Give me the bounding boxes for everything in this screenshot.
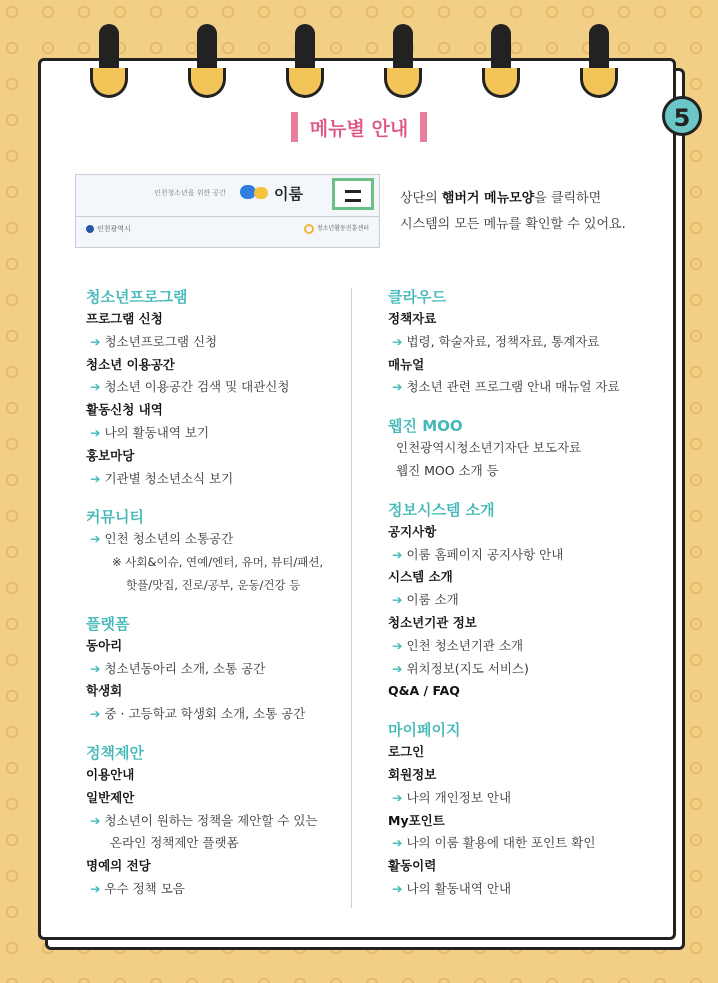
menu-item[interactable]: Q&A / FAQ	[388, 683, 460, 699]
section-webzine	[388, 415, 658, 483]
menu-item[interactable]: 공지사항	[388, 523, 437, 539]
menu-item[interactable]: 시스템 소개	[388, 569, 453, 585]
menu-desc: ➔ 이룸 홈페이지 공지사항 안내	[392, 546, 564, 562]
menu-item[interactable]: 학생회	[86, 683, 123, 699]
arrow-right-icon: ➔	[90, 706, 101, 722]
binder-ring	[188, 24, 226, 100]
city-logo	[86, 224, 131, 234]
menu-item[interactable]: 활동이력	[388, 858, 437, 874]
menu-item[interactable]: 홍보마당	[86, 447, 135, 463]
arrow-right-icon: ➔	[90, 470, 101, 486]
logo-bubble-icon	[254, 187, 268, 199]
menu-item[interactable]: 활동신청 내역	[86, 402, 163, 418]
right-column	[388, 286, 658, 917]
menu-item[interactable]: 명예의 전당	[86, 858, 151, 874]
page-title-wrap	[0, 112, 718, 142]
section-info-system	[388, 499, 658, 703]
menu-desc: ➔ 나의 이룸 활용에 대한 포인트 확인	[392, 835, 596, 851]
menu-desc: 온라인 정책제안 플랫폼	[110, 835, 239, 851]
arrow-right-icon: ➔	[90, 424, 101, 440]
menu-desc: 웹진 MOO 소개 등	[396, 462, 499, 478]
screenshot-divider	[76, 216, 379, 217]
menu-desc: ➔ 법령, 학술자료, 정책자료, 통계자료	[392, 333, 600, 349]
menu-desc: ➔ 나의 활동내역 안내	[392, 880, 512, 896]
section-platform	[86, 613, 348, 726]
arrow-right-icon: ➔	[392, 660, 403, 676]
menu-desc: ➔ 청소년동아리 소개, 소통 공간	[90, 660, 266, 676]
menu-item[interactable]: 일반제안	[86, 789, 135, 805]
menu-desc: ➔ 위치정보(지도 서비스)	[392, 660, 529, 676]
column-divider	[351, 288, 352, 908]
city-emblem-icon	[86, 225, 94, 233]
menu-item[interactable]: 동아리	[86, 637, 123, 653]
instruction-line2: 시스템의 모든 메뉴를 확인할 수 있어요.	[400, 217, 626, 232]
title-bar-left	[291, 112, 298, 142]
arrow-right-icon: ➔	[392, 546, 403, 562]
arrow-right-icon: ➔	[392, 592, 403, 608]
menu-desc: ➔ 인천 청소년기관 소개	[392, 637, 524, 653]
arrow-right-icon: ➔	[392, 880, 403, 896]
arrow-right-icon: ➔	[392, 789, 403, 805]
menu-item[interactable]: 매뉴얼	[388, 356, 425, 372]
arrow-right-icon: ➔	[392, 637, 403, 653]
menu-item[interactable]: 이용안내	[86, 766, 135, 782]
instruction-pre: 상단의	[400, 191, 442, 206]
section-title[interactable]: 클라우드	[388, 288, 446, 306]
section-title[interactable]: 커뮤니티	[86, 508, 144, 527]
menu-item[interactable]: 정책자료	[388, 311, 437, 326]
menu-desc: ➔ 기관별 청소년소식 보기	[90, 470, 234, 486]
menu-item[interactable]: 프로그램 신청	[86, 311, 163, 326]
page-number-badge: 5	[662, 96, 702, 136]
menu-desc: ➔ 나의 개인정보 안내	[392, 789, 512, 805]
menu-desc: ➔ 인천 청소년의 소통공간	[90, 531, 234, 547]
menu-desc: ➔ 청소년이 원하는 정책을 제안할 수 있는	[90, 812, 318, 828]
binder-ring	[90, 24, 128, 100]
binder-ring	[384, 24, 422, 100]
menu-desc: 인천광역시청소년기자단 보도자료	[396, 440, 582, 456]
menu-note: 핫플/맛집, 진로/공부, 운동/건강 등	[126, 577, 301, 592]
section-community	[86, 506, 348, 596]
instruction-post: 을 클릭하면	[534, 191, 602, 206]
menu-note: ※ 사회&이슈, 연예/엔터, 유머, 뷰티/패션,	[112, 555, 324, 570]
arrow-right-icon: ➔	[392, 333, 403, 349]
arrow-right-icon: ➔	[90, 531, 101, 547]
left-column	[86, 286, 348, 917]
center-logo	[304, 223, 369, 234]
hamburger-menu-button[interactable]	[332, 178, 374, 210]
menu-item[interactable]: My포인트	[388, 812, 445, 828]
menu-desc: ➔ 우수 정책 모음	[90, 880, 185, 896]
title-bar-right	[420, 112, 427, 142]
instruction-text	[400, 186, 660, 238]
binder-ring	[286, 24, 324, 100]
site-brand: 이룸	[274, 185, 303, 203]
city-name: 인천광역시	[97, 225, 131, 233]
menu-desc: ➔ 중 · 고등학교 학생회 소개, 소통 공간	[90, 706, 306, 722]
menu-item[interactable]: 청소년 이용공간	[86, 356, 175, 372]
page-title: 메뉴별 안내	[309, 117, 409, 140]
section-title[interactable]: 청소년프로그램	[86, 288, 188, 306]
arrow-right-icon: ➔	[392, 835, 403, 851]
arrow-right-icon: ➔	[90, 333, 101, 349]
center-name: 청소년활동진흥센터	[316, 225, 369, 232]
menu-item[interactable]: 로그인	[388, 744, 425, 760]
menu-item[interactable]: 회원정보	[388, 766, 437, 782]
binder-ring	[482, 24, 520, 100]
arrow-right-icon: ➔	[90, 880, 101, 896]
menu-desc: ➔ 청소년 관련 프로그램 안내 매뉴얼 자료	[392, 379, 620, 395]
section-youth-program	[86, 286, 348, 490]
menu-desc: ➔ 이룸 소개	[392, 592, 459, 608]
section-cloud	[388, 286, 658, 399]
section-title[interactable]: 정보시스템 소개	[388, 500, 495, 519]
binder-ring	[580, 24, 618, 100]
arrow-right-icon: ➔	[392, 379, 403, 395]
section-title[interactable]: 정책제안	[86, 743, 144, 762]
menu-desc: ➔ 청소년프로그램 신청	[90, 333, 218, 349]
arrow-right-icon: ➔	[90, 812, 101, 828]
section-title[interactable]: 플랫폼	[86, 614, 130, 633]
menu-item[interactable]: 청소년기관 정보	[388, 614, 477, 630]
section-title[interactable]: 마이페이지	[388, 721, 461, 740]
arrow-right-icon: ➔	[90, 660, 101, 676]
center-emblem-icon	[304, 224, 314, 234]
menu-desc: ➔ 나의 활동내역 보기	[90, 424, 210, 440]
instruction-bold: 햄버거 메뉴모양	[441, 191, 535, 206]
section-mypage	[388, 719, 658, 901]
arrow-right-icon: ➔	[90, 379, 101, 395]
menu-desc: ➔ 청소년 이용공간 검색 및 대관신청	[90, 379, 290, 395]
section-policy	[86, 742, 348, 901]
section-title[interactable]: 웹진 MOO	[388, 417, 463, 436]
header-screenshot	[75, 174, 380, 248]
site-tagline: 인천청소년을 위한 공간	[154, 189, 227, 197]
